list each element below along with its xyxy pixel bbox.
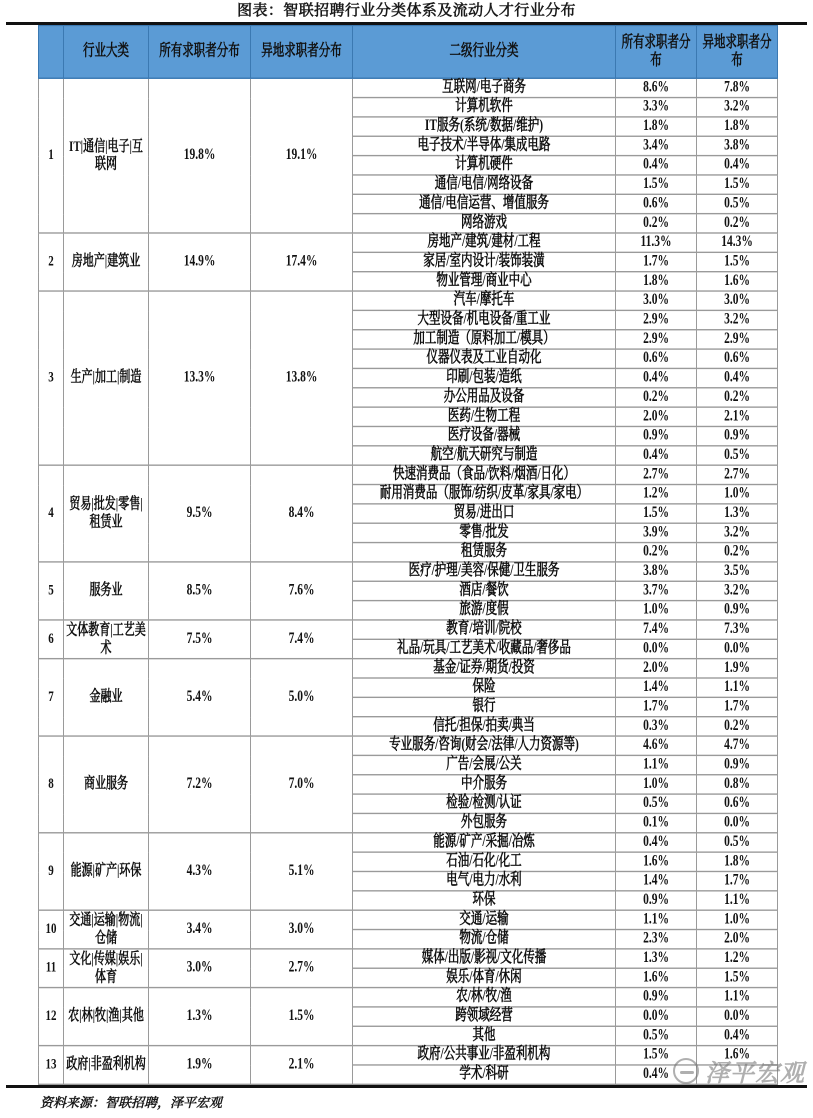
cell-sub-category: 教育/培训/院校 [353,620,616,639]
cell-sub-all-seekers: 0.2% [616,388,697,407]
cell-sub-category: 广告/会展/公关 [353,755,616,774]
cell-sub-category: 医疗设备/器械 [353,426,616,445]
cell-group-index: 13 [39,1046,64,1085]
cell-sub-category: 航空/航天研究与制造 [353,446,616,465]
cell-sub-migrant-seekers: 0.6% [697,349,778,368]
cell-group-all-seekers: 3.0% [149,949,251,988]
cell-group-index: 12 [39,988,64,1046]
cell-sub-migrant-seekers: 0.8% [697,775,778,794]
cell-group-all-seekers: 14.9% [149,233,251,291]
table-row [39,988,778,1007]
cell-group-all-seekers: 1.3% [149,988,251,1046]
cell-sub-migrant-seekers: 0.2% [697,543,778,562]
cell-sub-category: 媒体/出版/影视/文化传播 [353,949,616,968]
cell-sub-category: 旅游/度假 [353,601,616,620]
cell-group-migrant-seekers: 17.4% [251,233,353,291]
cell-sub-all-seekers: 1.4% [616,678,697,697]
cell-sub-category: 专业服务/咨询(财会/法律/人力资源等) [353,736,616,755]
cell-sub-all-seekers: 1.3% [616,949,697,968]
cell-group-category: 贸易|批发|零售|租赁业 [64,465,149,562]
cell-sub-category: 礼品/玩具/工艺美术/收藏品/奢侈品 [353,639,616,658]
cell-sub-migrant-seekers: 1.5% [697,968,778,987]
cell-group-category: 房地产|建筑业 [64,233,149,291]
cell-sub-category: 政府/公共事业/非盈利机构 [353,1046,616,1065]
cell-sub-category: 保险 [353,678,616,697]
cell-sub-migrant-seekers: 0.2% [697,388,778,407]
cell-group-migrant-seekers: 8.4% [251,465,353,562]
cell-sub-all-seekers: 1.5% [616,504,697,523]
cell-group-category: 商业服务 [64,736,149,833]
cell-sub-all-seekers: 0.2% [616,543,697,562]
cell-sub-all-seekers: 2.7% [616,465,697,484]
table-row [39,233,778,252]
table-row [39,833,778,852]
source-note: 资料来源：智联招聘，泽平宏观 [40,1095,223,1110]
cell-sub-all-seekers: 1.0% [616,601,697,620]
cell-group-category: 文体教育|工艺美术 [64,620,149,659]
cell-group-migrant-seekers: 19.1% [251,78,353,233]
cell-group-category: 服务业 [64,562,149,620]
cell-sub-category: 娱乐/体育/休闲 [353,968,616,987]
cell-sub-all-seekers: 0.5% [616,794,697,813]
cell-sub-migrant-seekers: 1.3% [697,504,778,523]
cell-group-all-seekers: 3.4% [149,910,251,949]
cell-sub-category: 物流/仓储 [353,930,616,949]
table-row [39,291,778,310]
cell-sub-migrant-seekers: 3.0% [697,291,778,310]
cell-sub-category: 基金/证券/期货/投资 [353,659,616,678]
cell-sub-category: 网络游戏 [353,214,616,233]
table-row [39,1046,778,1065]
cell-sub-category: 零售/批发 [353,523,616,542]
cell-sub-all-seekers: 1.6% [616,968,697,987]
cell-sub-category: 检验/检测/认证 [353,794,616,813]
table-row [39,949,778,968]
cell-sub-category: 石油/石化/化工 [353,852,616,871]
cell-sub-category: 快速消费品（食品/饮料/烟酒/日化） [353,465,616,484]
cell-sub-all-seekers: 1.4% [616,871,697,890]
cell-group-migrant-seekers: 7.6% [251,562,353,620]
industry-distribution-table [38,25,778,1085]
cell-sub-category: 贸易/进出口 [353,504,616,523]
cell-sub-migrant-seekers: 3.5% [697,562,778,581]
cell-sub-migrant-seekers: 1.1% [697,988,778,1007]
table-row [39,562,778,581]
cell-sub-migrant-seekers: 0.9% [697,426,778,445]
cell-sub-all-seekers: 3.0% [616,291,697,310]
cell-group-index: 9 [39,833,64,910]
cell-group-index: 5 [39,562,64,620]
cell-sub-category: 租赁服务 [353,543,616,562]
cell-sub-all-seekers: 1.7% [616,697,697,716]
cell-sub-migrant-seekers: 3.2% [697,523,778,542]
table-row [39,465,778,484]
table-row [39,659,778,678]
cell-sub-all-seekers: 0.4% [616,446,697,465]
cell-sub-category: 加工制造（原料加工/模具） [353,330,616,349]
cell-sub-migrant-seekers: 1.5% [697,252,778,271]
cell-sub-category: IT服务(系统/数据/维护) [353,117,616,136]
cell-group-category: 金融业 [64,659,149,736]
cell-group-all-seekers: 1.9% [149,1046,251,1085]
header-category: 行业大类 [64,26,149,79]
cell-sub-migrant-seekers: 0.5% [697,446,778,465]
cell-sub-migrant-seekers: 0.9% [697,755,778,774]
table-row [39,736,778,755]
cell-sub-all-seekers: 3.9% [616,523,697,542]
cell-sub-migrant-seekers: 3.2% [697,98,778,117]
cell-sub-migrant-seekers: 0.6% [697,794,778,813]
cell-group-category: 生产|加工|制造 [64,291,149,465]
cell-sub-category: 计算机硬件 [353,156,616,175]
cell-group-index: 8 [39,736,64,833]
page-title: 图表：智联招聘行业分类体系及流动人才行业分布 [237,3,576,19]
cell-sub-category: 大型设备/机电设备/重工业 [353,310,616,329]
cell-sub-category: 外包服务 [353,813,616,832]
cell-group-migrant-seekers: 5.0% [251,659,353,736]
cell-sub-migrant-seekers: 1.6% [697,272,778,291]
cell-sub-migrant-seekers: 1.8% [697,852,778,871]
table-row [39,910,778,929]
cell-sub-all-seekers: 3.7% [616,581,697,600]
cell-sub-all-seekers: 0.4% [616,1065,697,1084]
cell-group-index: 11 [39,949,64,988]
cell-sub-migrant-seekers: 1.5% [697,175,778,194]
cell-sub-migrant-seekers: 7.8% [697,78,778,97]
industry-distribution-table-wrap [38,25,777,1085]
cell-sub-category: 家居/室内设计/装饰装潢 [353,252,616,271]
header-row [39,26,778,79]
cell-sub-all-seekers: 3.8% [616,562,697,581]
cell-sub-all-seekers: 1.0% [616,775,697,794]
header-migrant-seekers: 异地求职者分布 [251,26,353,79]
cell-sub-category: 医药/生物工程 [353,407,616,426]
cell-sub-category: 医疗/护理/美容/保健/卫生服务 [353,562,616,581]
cell-group-all-seekers: 4.3% [149,833,251,910]
cell-sub-all-seekers: 3.3% [616,98,697,117]
cell-sub-migrant-seekers: 0.4% [697,1026,778,1045]
cell-sub-category: 物业管理/商业中心 [353,272,616,291]
cell-sub-all-seekers: 1.6% [616,852,697,871]
cell-sub-all-seekers: 3.4% [616,136,697,155]
cell-sub-migrant-seekers: 1.1% [697,891,778,910]
cell-sub-all-seekers: 7.4% [616,620,697,639]
cell-sub-all-seekers: 1.1% [616,755,697,774]
cell-group-migrant-seekers: 13.8% [251,291,353,465]
cell-group-index: 10 [39,910,64,949]
cell-sub-migrant-seekers: 1.0% [697,485,778,504]
cell-sub-migrant-seekers: 3.8% [697,136,778,155]
table-row [39,78,778,97]
cell-sub-category: 汽车/摩托车 [353,291,616,310]
cell-group-migrant-seekers: 5.1% [251,833,353,910]
cell-sub-category: 交通/运输 [353,910,616,929]
cell-sub-all-seekers: 2.9% [616,330,697,349]
cell-group-index: 3 [39,291,64,465]
cell-sub-category: 银行 [353,697,616,716]
cell-group-index: 1 [39,78,64,233]
cell-sub-all-seekers: 11.3% [616,233,697,252]
cell-sub-all-seekers: 0.4% [616,833,697,852]
cell-sub-migrant-seekers: 4.7% [697,736,778,755]
cell-sub-migrant-seekers: 1.6% [697,1046,778,1065]
cell-sub-all-seekers: 1.7% [616,252,697,271]
cell-sub-all-seekers: 1.2% [616,485,697,504]
cell-group-category: 能源|矿产|环保 [64,833,149,910]
cell-sub-migrant-seekers: 3.2% [697,310,778,329]
cell-sub-migrant-seekers: 0.4% [697,156,778,175]
cell-sub-category: 印刷/包装/造纸 [353,368,616,387]
cell-sub-all-seekers: 2.0% [616,659,697,678]
cell-sub-category: 环保 [353,891,616,910]
cell-group-all-seekers: 8.5% [149,562,251,620]
header-sub-all-seekers: 所有求职者分布 [616,26,697,79]
cell-sub-category: 酒店/餐饮 [353,581,616,600]
cell-sub-category: 电子技术/半导体/集成电路 [353,136,616,155]
cell-sub-migrant-seekers: 0.2% [697,214,778,233]
cell-sub-migrant-seekers: 2.7% [697,465,778,484]
cell-group-category: IT|通信|电子|互联网 [64,78,149,233]
cell-group-migrant-seekers: 7.4% [251,620,353,659]
cell-sub-all-seekers: 2.0% [616,407,697,426]
cell-sub-migrant-seekers: 1.7% [697,871,778,890]
cell-sub-all-seekers: 2.3% [616,930,697,949]
cell-sub-migrant-seekers: 0.2% [697,717,778,736]
cell-sub-category: 信托/担保/拍卖/典当 [353,717,616,736]
cell-sub-migrant-seekers: 1.2% [697,949,778,968]
cell-sub-migrant-seekers: 1.8% [697,117,778,136]
cell-group-migrant-seekers: 1.5% [251,988,353,1046]
cell-sub-category: 电气/电力/水利 [353,871,616,890]
cell-sub-category: 中介服务 [353,775,616,794]
table-header [39,26,778,79]
cell-sub-migrant-seekers: 0.0% [697,1007,778,1026]
cell-sub-all-seekers: 0.9% [616,891,697,910]
cell-sub-all-seekers: 1.5% [616,175,697,194]
cell-sub-all-seekers: 1.8% [616,117,697,136]
cell-group-all-seekers: 9.5% [149,465,251,562]
cell-group-all-seekers: 7.2% [149,736,251,833]
cell-sub-all-seekers: 0.6% [616,194,697,213]
cell-sub-category: 通信/电信运营、增值服务 [353,194,616,213]
cell-sub-all-seekers: 0.1% [616,813,697,832]
cell-sub-all-seekers: 1.8% [616,272,697,291]
cell-sub-migrant-seekers: 2.1% [697,407,778,426]
cell-sub-category: 通信/电信/网络设备 [353,175,616,194]
cell-group-category: 交通|运输|物流|仓储 [64,910,149,949]
cell-group-migrant-seekers: 7.0% [251,736,353,833]
cell-group-all-seekers: 5.4% [149,659,251,736]
cell-sub-all-seekers: 0.9% [616,988,697,1007]
cell-sub-all-seekers: 1.5% [616,1046,697,1065]
bottom-rule [6,1085,807,1088]
cell-group-index: 7 [39,659,64,736]
cell-sub-migrant-seekers: 0.0% [697,813,778,832]
cell-sub-migrant-seekers: 0.9% [697,601,778,620]
cell-sub-migrant-seekers: 0.4% [697,368,778,387]
cell-sub-migrant-seekers: 1.0% [697,910,778,929]
cell-sub-category: 跨领域经营 [353,1007,616,1026]
cell-sub-migrant-seekers: 14.3% [697,233,778,252]
cell-group-index: 6 [39,620,64,659]
table-body [39,78,778,1084]
cell-sub-all-seekers: 4.6% [616,736,697,755]
cell-sub-all-seekers: 0.4% [616,156,697,175]
cell-sub-all-seekers: 1.1% [616,910,697,929]
cell-sub-migrant-seekers: 2.9% [697,330,778,349]
cell-sub-migrant-seekers: 1.7% [697,697,778,716]
cell-sub-category: 计算机软件 [353,98,616,117]
cell-sub-migrant-seekers: 1.1% [697,678,778,697]
cell-sub-all-seekers: 0.2% [616,214,697,233]
cell-group-category: 农|林|牧|渔|其他 [64,988,149,1046]
cell-group-migrant-seekers: 3.0% [251,910,353,949]
cell-sub-category: 房地产/建筑/建材/工程 [353,233,616,252]
cell-sub-migrant-seekers: 0.0% [697,639,778,658]
cell-group-migrant-seekers: 2.7% [251,949,353,988]
cell-sub-all-seekers: 0.4% [616,368,697,387]
cell-sub-category: 办公用品及设备 [353,388,616,407]
cell-sub-all-seekers: 0.0% [616,639,697,658]
cell-sub-category: 学术/科研 [353,1065,616,1084]
cell-group-migrant-seekers: 2.1% [251,1046,353,1085]
cell-sub-migrant-seekers [697,1065,778,1084]
cell-sub-all-seekers: 0.5% [616,1026,697,1045]
header-sub-category: 二级行业分类 [353,26,616,79]
header-index [39,26,64,79]
cell-sub-migrant-seekers: 1.9% [697,659,778,678]
cell-group-index: 2 [39,233,64,291]
cell-group-all-seekers: 7.5% [149,620,251,659]
cell-sub-all-seekers: 0.0% [616,1007,697,1026]
cell-sub-all-seekers: 8.6% [616,78,697,97]
cell-sub-category: 仪器仪表及工业自动化 [353,349,616,368]
cell-sub-all-seekers: 0.9% [616,426,697,445]
cell-sub-all-seekers: 0.6% [616,349,697,368]
cell-group-all-seekers: 19.8% [149,78,251,233]
cell-sub-all-seekers: 0.3% [616,717,697,736]
cell-sub-category: 其他 [353,1026,616,1045]
cell-sub-migrant-seekers: 2.0% [697,930,778,949]
watermark-text: 泽平宏观 [705,1061,805,1087]
cell-sub-category: 互联网/电子商务 [353,78,616,97]
cell-sub-migrant-seekers: 0.5% [697,833,778,852]
cell-sub-migrant-seekers: 3.2% [697,581,778,600]
cell-group-category: 政府|非盈利机构 [64,1046,149,1085]
header-sub-migrant-seekers: 异地求职者分布 [697,26,778,79]
cell-sub-migrant-seekers: 0.5% [697,194,778,213]
cell-group-all-seekers: 13.3% [149,291,251,465]
table-row [39,620,778,639]
cell-sub-category: 农/林/牧/渔 [353,988,616,1007]
cell-sub-all-seekers: 2.9% [616,310,697,329]
cell-group-index: 4 [39,465,64,562]
cell-sub-category: 能源/矿产/采掘/冶炼 [353,833,616,852]
header-all-seekers: 所有求职者分布 [149,26,251,79]
cell-sub-category: 耐用消费品（服饰/纺织/皮革/家具/家电） [353,485,616,504]
cell-sub-migrant-seekers: 7.3% [697,620,778,639]
cell-group-category: 文化|传媒|娱乐|体育 [64,949,149,988]
